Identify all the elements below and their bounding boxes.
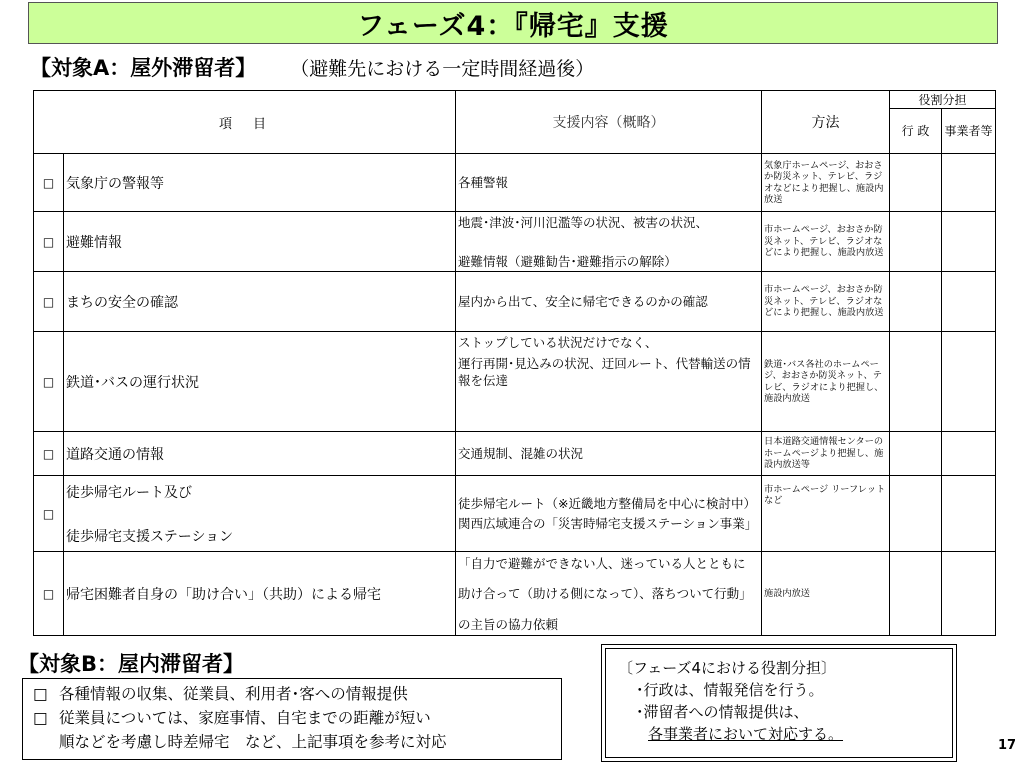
- row-business-cell: [942, 272, 996, 332]
- row-item: まちの安全の確認: [64, 272, 456, 332]
- table-row: [34, 154, 996, 212]
- table-row: [34, 212, 996, 272]
- row-support: [456, 552, 762, 636]
- support-table: [33, 90, 996, 636]
- section-b-item-continued: 順などを考慮し時差帰宅 など、上記事項を参考に対応: [59, 733, 447, 751]
- header-item: 項 目: [34, 91, 456, 154]
- checkbox-icon: □: [34, 332, 64, 432]
- table-row: [34, 552, 996, 636]
- section-a-heading: 【対象A：屋外滞留者】: [30, 56, 257, 80]
- row-business-cell: [942, 432, 996, 476]
- checkbox-icon: □: [34, 272, 64, 332]
- row-support-line: 避難情報（避難勧告･避難指示の解除）: [458, 253, 677, 269]
- row-support: [456, 212, 762, 272]
- header-business: 事業者等: [942, 109, 996, 154]
- row-gov-cell: [890, 432, 942, 476]
- row-support-line: 関西広域連合の「災害時帰宅支援ステーション事業」: [458, 516, 758, 531]
- row-support: 各種警報: [456, 154, 762, 212]
- row-method: 市ホームページ、おおさか防災ネット、テレビ、ラジオなどにより把握し、施設内放送: [762, 272, 890, 332]
- header-role: 役割分担: [890, 91, 996, 109]
- role-box-line: 各事業者において対応する。: [648, 725, 844, 743]
- checkbox-icon: □: [33, 709, 48, 727]
- row-gov-cell: [890, 552, 942, 636]
- checkbox-icon: □: [34, 432, 64, 476]
- role-division-box: [601, 644, 957, 762]
- row-method: 鉄道･バス各社のホームページ、おおさか防災ネット、テレビ、ラジオにより把握し、施設内放送: [762, 332, 890, 432]
- row-support: [456, 476, 762, 552]
- row-business-cell: [942, 476, 996, 552]
- row-item: 気象庁の警報等: [64, 154, 456, 212]
- section-a-header: [30, 52, 594, 82]
- table-row: [34, 332, 996, 432]
- row-gov-cell: [890, 212, 942, 272]
- row-gov-cell: [890, 332, 942, 432]
- table-row: [34, 476, 996, 552]
- header-gov: 行 政: [890, 109, 942, 154]
- row-item-line: 徒歩帰宅ルート及び: [66, 484, 192, 501]
- row-support-line: 「自力で避難ができない人、迷っている人とともに: [458, 555, 746, 571]
- row-method: 市ホームページ、おおさか防災ネット、テレビ、ラジオなどにより把握し、施設内放送: [762, 212, 890, 272]
- row-support-line: 助け合って（助ける側になって）、落ちついて行動」: [458, 586, 752, 601]
- section-b-box: [22, 678, 562, 760]
- checkbox-icon: □: [34, 154, 64, 212]
- checkbox-icon: □: [34, 212, 64, 272]
- row-business-cell: [942, 154, 996, 212]
- row-item: 道路交通の情報: [64, 432, 456, 476]
- table-row: [34, 432, 996, 476]
- row-support-line: 運行再開･見込みの状況、迂回ルート、代替輸送の情報を伝達: [458, 356, 751, 388]
- row-method: [762, 476, 895, 552]
- row-support: 屋内から出て、安全に帰宅できるのかの確認: [456, 272, 762, 332]
- page-number: 17: [998, 738, 1017, 753]
- role-box-title: 〔フェーズ4における役割分担〕: [618, 659, 837, 677]
- header-method: 方法: [762, 91, 890, 154]
- row-support-line: ストップしている状況だけでなく、: [458, 335, 658, 350]
- row-method: 気象庁ホームページ、おおさか防災ネット、テレビ、ラジオなどにより把握し、施設内放送: [762, 154, 890, 212]
- table-row: [34, 272, 996, 332]
- row-support-line: 徒歩帰宅ルート（※近畿地方整備局を中心に検討中）: [458, 496, 756, 511]
- row-method: 日本道路交通情報センターのホームページより把握し、施設内放送等: [762, 432, 890, 476]
- page-title: フェーズ4：『帰宅』支援: [28, 2, 998, 44]
- row-business-cell: [942, 212, 996, 272]
- header-support: 支援内容（概略）: [456, 91, 762, 154]
- row-item: 帰宅困難者自身の「助け合い」（共助）による帰宅: [64, 552, 456, 636]
- row-support-line: の主旨の協力依頼: [458, 616, 559, 632]
- role-box-line: ･滞留者への情報提供は、: [636, 703, 809, 721]
- checkbox-icon: □: [34, 552, 64, 636]
- checkbox-icon: □: [33, 685, 48, 703]
- checkbox-icon: □: [34, 476, 64, 552]
- row-support-line: 地震･津波･河川氾濫等の状況、被害の状況、: [458, 214, 709, 230]
- table-header-row: [34, 91, 996, 109]
- row-support: 交通規制、混雑の状況: [456, 432, 762, 476]
- row-item: 避難情報: [64, 212, 456, 272]
- section-b-item: □ 各種情報の収集、従業員、利用者･客への情報提供: [33, 682, 561, 706]
- row-method-line: 市ホームページ: [764, 483, 829, 495]
- row-gov-cell: [890, 154, 942, 212]
- row-business-cell: [942, 552, 996, 636]
- row-item-line: 徒歩帰宅支援ステーション: [66, 528, 234, 545]
- row-item: 鉄道･バスの運行状況: [64, 332, 456, 432]
- row-gov-cell: [890, 272, 942, 332]
- row-method: 施設内放送: [762, 552, 890, 636]
- section-b-heading: 【対象B：屋内滞留者】: [18, 652, 245, 676]
- row-business-cell: [942, 332, 996, 432]
- section-a-subheading: （避難先における一定時間経過後）: [290, 58, 595, 80]
- row-method-line: リーフレット など: [764, 483, 895, 506]
- row-gov-cell: [890, 476, 942, 552]
- role-box-line: ･行政は、情報発信を行う。: [636, 681, 824, 699]
- row-support: [456, 332, 762, 432]
- section-b-item: □ 従業員については、家庭事情、自宅までの距離が短い: [33, 706, 561, 730]
- row-item: [64, 476, 456, 552]
